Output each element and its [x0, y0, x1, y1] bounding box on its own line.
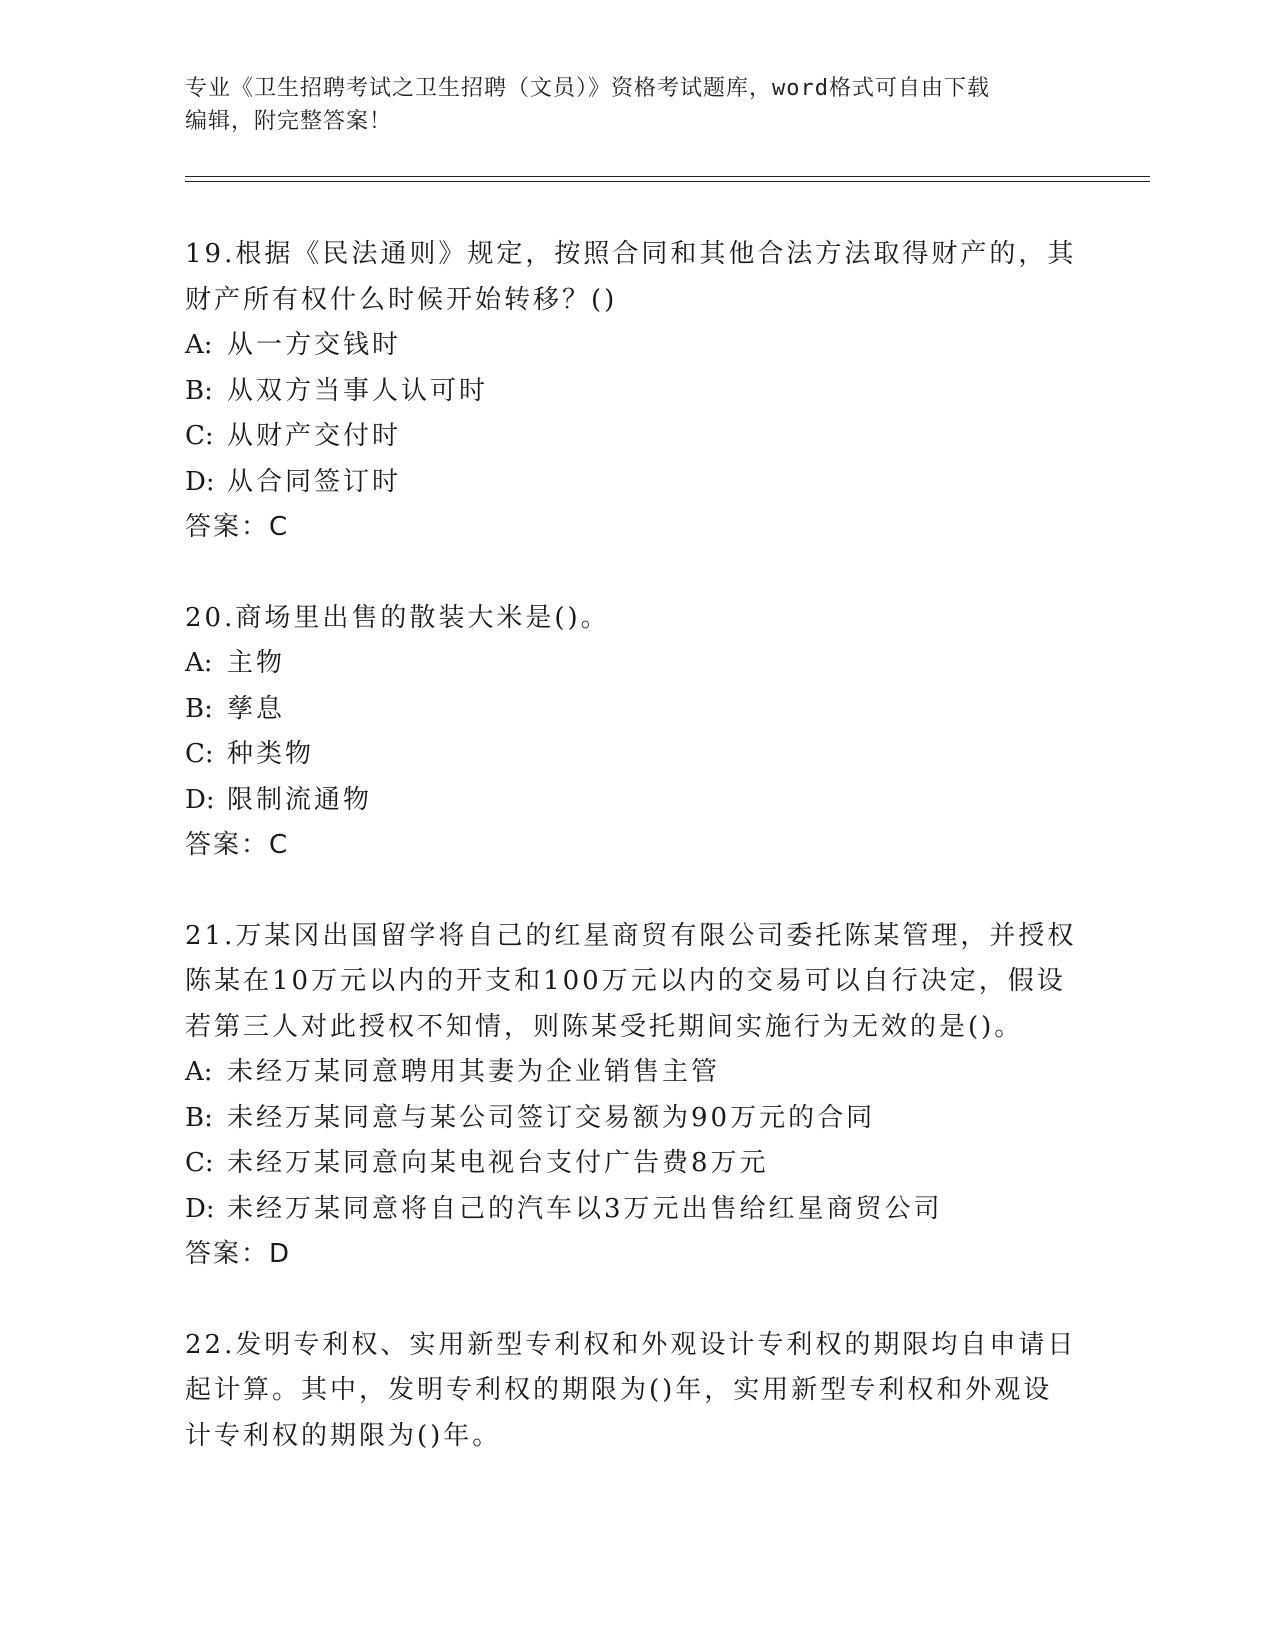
question-20	[185, 596, 1085, 869]
question-stem-line: 起计算。其中，发明专利权的期限为()年，实用新型专利权和外观设	[185, 1375, 1053, 1405]
option-text: 主物	[227, 648, 286, 678]
option-d	[185, 778, 1085, 824]
question-list	[185, 232, 1085, 1459]
option-letter: D:	[185, 466, 215, 497]
option-text: 未经万某同意聘用其妻为企业销售主管	[227, 1057, 721, 1087]
question-stem-line: 21.万某冈出国留学将自己的红星商贸有限公司委托陈某管理，并授权	[185, 920, 1077, 951]
header-line-2: 编辑，附完整答案！	[185, 109, 393, 134]
question-22	[185, 1323, 1085, 1460]
option-letter: B:	[185, 693, 213, 724]
answer-line: 答案：C	[185, 512, 290, 542]
option-c	[185, 732, 1085, 778]
option-text: 种类物	[227, 739, 315, 769]
question-21	[185, 914, 1085, 1278]
option-letter: A:	[185, 330, 213, 360]
answer-line: 答案：C	[185, 830, 290, 860]
option-text: 从合同签订时	[227, 466, 402, 497]
spacer	[185, 551, 1085, 596]
question-stem-line: 陈某在10万元以内的开支和100万元以内的交易可以自行决定，假设	[185, 966, 1066, 996]
option-text: 孳息	[227, 693, 286, 724]
answer-line: 答案：D	[185, 1239, 292, 1269]
option-c	[185, 1141, 1085, 1187]
option-text: 从双方当事人认可时	[227, 375, 489, 406]
question-stem-line: 20.商场里出售的散装大米是()。	[185, 602, 610, 633]
option-letter: D:	[185, 1193, 215, 1224]
option-letter: A:	[185, 648, 213, 678]
option-b	[185, 1096, 1085, 1142]
option-text: 从一方交钱时	[227, 330, 402, 360]
option-a	[185, 641, 1085, 687]
question-stem-line: 若第三人对此授权不知情，则陈某受托期间实施行为无效的是()。	[185, 1011, 1024, 1042]
question-stem-line: 财产所有权什么时候开始转移？()	[185, 284, 618, 315]
header-divider-bottom	[185, 181, 1150, 182]
option-d	[185, 1187, 1085, 1233]
option-letter: B:	[185, 1102, 213, 1133]
option-letter: B:	[185, 375, 213, 406]
spacer	[185, 1278, 1085, 1323]
option-text: 未经万某同意向某电视台支付广告费8万元	[227, 1148, 769, 1178]
question-19	[185, 232, 1085, 551]
option-d	[185, 460, 1085, 506]
document-header	[185, 72, 1075, 138]
question-stem-line: 19.根据《民法通则》规定，按照合同和其他合法方法取得财产的，其	[185, 239, 1077, 269]
header-divider-top	[185, 176, 1150, 177]
header-line-1: 专业《卫生招聘考试之卫生招聘（文员）》资格考试题库，word格式可自由下载	[185, 76, 990, 101]
option-text: 限制流通物	[227, 784, 373, 815]
option-letter: C:	[185, 1148, 214, 1178]
option-text: 未经万某同意将自己的汽车以3万元出售给红星商贸公司	[227, 1193, 943, 1224]
option-b	[185, 687, 1085, 733]
option-c	[185, 414, 1085, 460]
option-b	[185, 369, 1085, 415]
option-letter: A:	[185, 1057, 213, 1087]
question-stem-line: 22.发明专利权、实用新型专利权和外观设计专利权的期限均自申请日	[185, 1329, 1077, 1360]
option-text: 未经万某同意与某公司签订交易额为90万元的合同	[227, 1102, 876, 1133]
option-text: 从财产交付时	[227, 421, 402, 451]
question-stem-line: 计专利权的期限为()年。	[185, 1420, 502, 1451]
spacer	[185, 869, 1085, 914]
option-a	[185, 1050, 1085, 1096]
option-letter: C:	[185, 421, 214, 451]
option-a	[185, 323, 1085, 369]
option-letter: D:	[185, 784, 215, 815]
option-letter: C:	[185, 739, 214, 769]
